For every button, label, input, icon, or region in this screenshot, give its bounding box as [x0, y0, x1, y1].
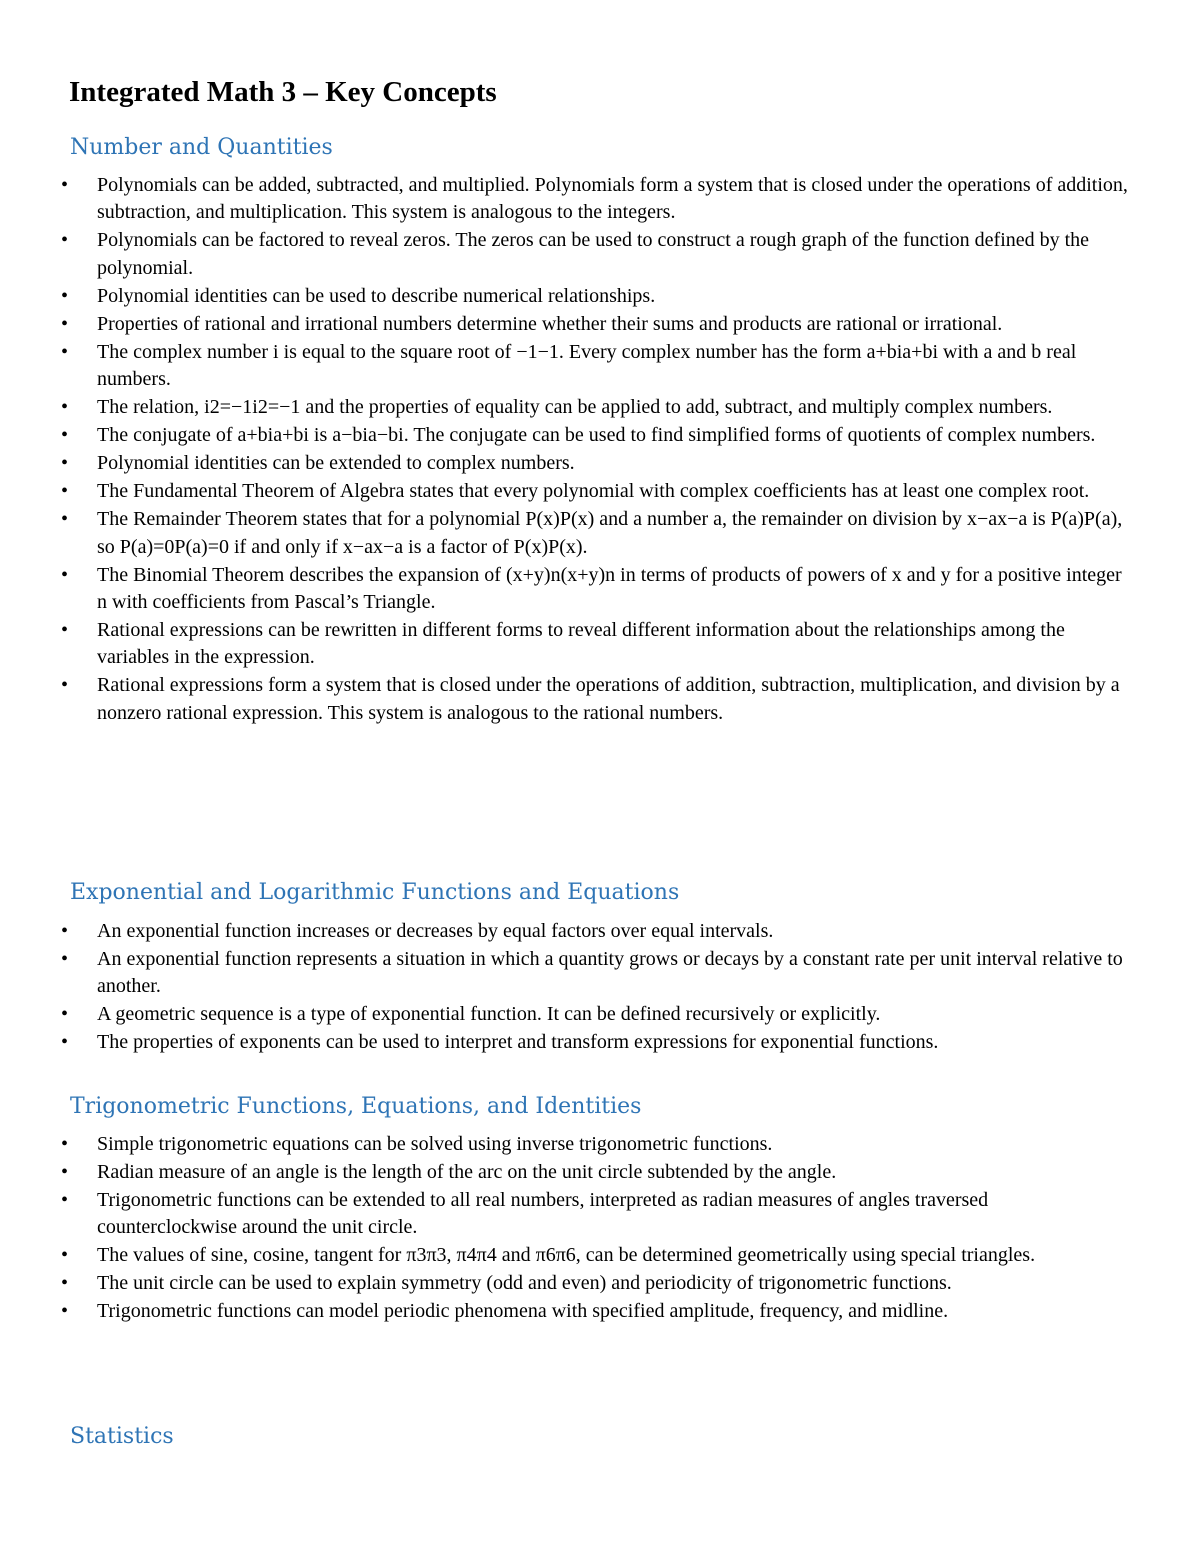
list-item: • An exponential function represents a situation in which a quantity grows or decays by a constant rate per unit interval relative to another.	[97, 946, 1132, 1001]
page-title: Integrated Math 3 – Key Concepts	[69, 76, 497, 108]
list-item: • The complex number i is equal to the square root of −1−1. Every complex number has the form a+bia+b⁢i with a and b real numbers.	[97, 339, 1132, 394]
list-item: • Polynomial identities can be used to describe numerical relationships.	[97, 283, 1132, 310]
list-item: • Polynomials can be factored to reveal zeros. The zeros can be used to construct a rough graph of the function defined by the polynomial.	[97, 227, 1132, 282]
list-item: • The properties of exponents can be used to interpret and transform expressions for exponential functions.	[97, 1029, 1132, 1056]
section-heading-statistics: Statistics	[70, 1424, 174, 1449]
list-item: • Trigonometric functions can be extended to all real numbers, interpreted as radian measures of angles traversed counterclockwise around the unit circle.	[97, 1187, 1132, 1242]
list-item: • Properties of rational and irrational numbers determine whether their sums and products are rational or irrational.	[97, 311, 1132, 338]
bullet-list-number-and-quantities	[97, 172, 1132, 728]
list-item: • Simple trigonometric equations can be solved using inverse trigonometric functions.	[97, 1131, 1132, 1158]
list-item: • The Binomial Theorem describes the expansion of (x+y)n(x+y)n in terms of products of powers of x and y for a positive integer n with coefficients from Pascal’s Triangle.	[97, 562, 1132, 617]
list-item: • Rational expressions form a system that is closed under the operations of addition, subtraction, multiplication, and division by a nonzero rational expression. This system is analogous to the rational numbers.	[97, 672, 1132, 727]
list-item: • Polynomial identities can be extended to complex numbers.	[97, 450, 1132, 477]
list-item: • Trigonometric functions can model periodic phenomena with specified amplitude, frequency, and midline.	[97, 1298, 1132, 1325]
bullet-list-trigonometric	[97, 1131, 1132, 1326]
list-item: • An exponential function increases or decreases by equal factors over equal intervals.	[97, 918, 1132, 945]
list-item: • Polynomials can be added, subtracted, and multiplied. Polynomials form a system that is closed under the operations of addition, subtraction, and multiplication. This system is analogous to the integers.	[97, 172, 1132, 227]
list-item: • Radian measure of an angle is the length of the arc on the unit circle subtended by the angle.	[97, 1159, 1132, 1186]
bullet-list-exponential-and-logarithmic	[97, 918, 1132, 1057]
list-item: • Rational expressions can be rewritten in different forms to reveal different information about the relationships among the variables in the expression.	[97, 617, 1132, 672]
list-item: • A geometric sequence is a type of exponential function. It can be defined recursively or explicitly.	[97, 1001, 1132, 1028]
list-item: • The conjugate of a+bia+b⁢i is a−bia−b⁢i. The conjugate can be used to find simplified forms of quotients of complex numbers.	[97, 422, 1132, 449]
list-item: • The relation, i2=−1i2=−1 and the properties of equality can be applied to add, subtract, and multiply complex numbers.	[97, 394, 1132, 421]
list-item: • The values of sine, cosine, tangent for π3π3, π4π4 and π6π6, can be determined geometrically using special triangles.	[97, 1242, 1132, 1269]
section-heading-number-and-quantities: Number and Quantities	[70, 135, 333, 160]
list-item: • The Fundamental Theorem of Algebra states that every polynomial with complex coefficients has at least one complex root.	[97, 478, 1132, 505]
section-heading-exponential-and-logarithmic: Exponential and Logarithmic Functions and Equations	[70, 880, 680, 905]
list-item: • The unit circle can be used to explain symmetry (odd and even) and periodicity of trigonometric functions.	[97, 1270, 1132, 1297]
list-item: • The Remainder Theorem states that for a polynomial P(x)P⁡(x) and a number a, the remainder on division by x−ax−a is P(a)P⁡(a), so P(a)=0P⁡(a)=0 if and only if x−ax−a is a factor of P(x)P⁡(x).	[97, 506, 1132, 561]
section-heading-trigonometric: Trigonometric Functions, Equations, and Identities	[70, 1094, 642, 1119]
